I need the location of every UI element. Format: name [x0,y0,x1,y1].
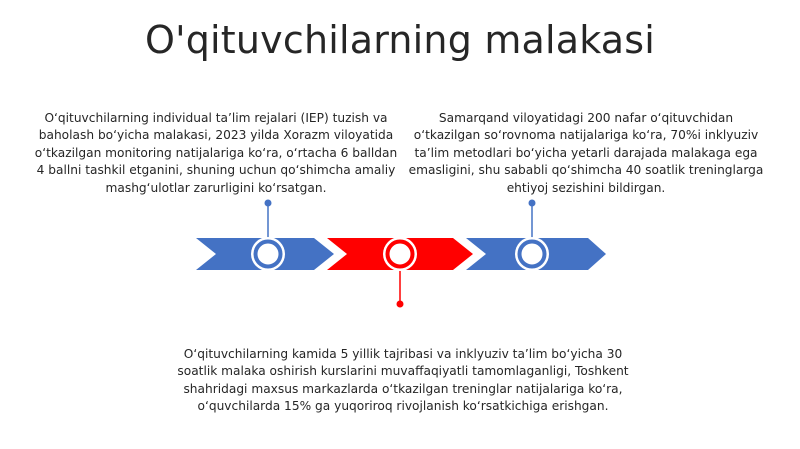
milestone-1-stem-dot [265,200,272,207]
milestone-1-text: O‘qituvchilarning individual ta’lim rejalari (IEP) tuzish va baholash bo‘yicha malakasi, 2023 yilda Xorazm viloyatida o‘tkazilgan monitoring natijalariga ko‘ra, o‘rtacha 6 balldan 4 ballni tashkil etganini, shuning uchun qo‘shimcha amaliy mashg‘ulotlar zarurligini ko‘rsatgan. [34,111,398,195]
milestone-1-marker-ring [256,242,281,267]
milestone-2-text: O‘qituvchilarning kamida 5 yillik tajribasi va inklyuziv ta’lim bo‘yicha 30 soatlik malaka oshirish kurslarini muvaffaqiyatli tamomlaganligi, Toshkent shahridagi maxsus markazlarda o‘tkazilgan treninglar natijalariga ko‘ra, o‘quvchilarda 15% ga yuqoriroq rivojlanish ko‘rsatkichiga erishgan. [177,347,629,414]
slide-title: O'qituvchilarning malakasi [144,18,656,62]
milestone-3-text: Samarqand viloyatidagi 200 nafar o‘qituvchidan o‘tkazilgan so‘rovnoma natijalariga ko‘ra, 70%i inklyuziv ta’lim metodlari bo‘yicha yetarli darajada malakaga ega emasligini, shu sababli qo‘shimcha 40 soatlik treninglarga ehtiyoj sezishini bildirgan. [408,111,764,195]
milestone-3-stem-dot [529,200,536,207]
milestone-3-marker-ring [520,242,545,267]
milestone-2-marker-ring [388,242,413,267]
milestone-2-stem-dot [397,301,404,308]
